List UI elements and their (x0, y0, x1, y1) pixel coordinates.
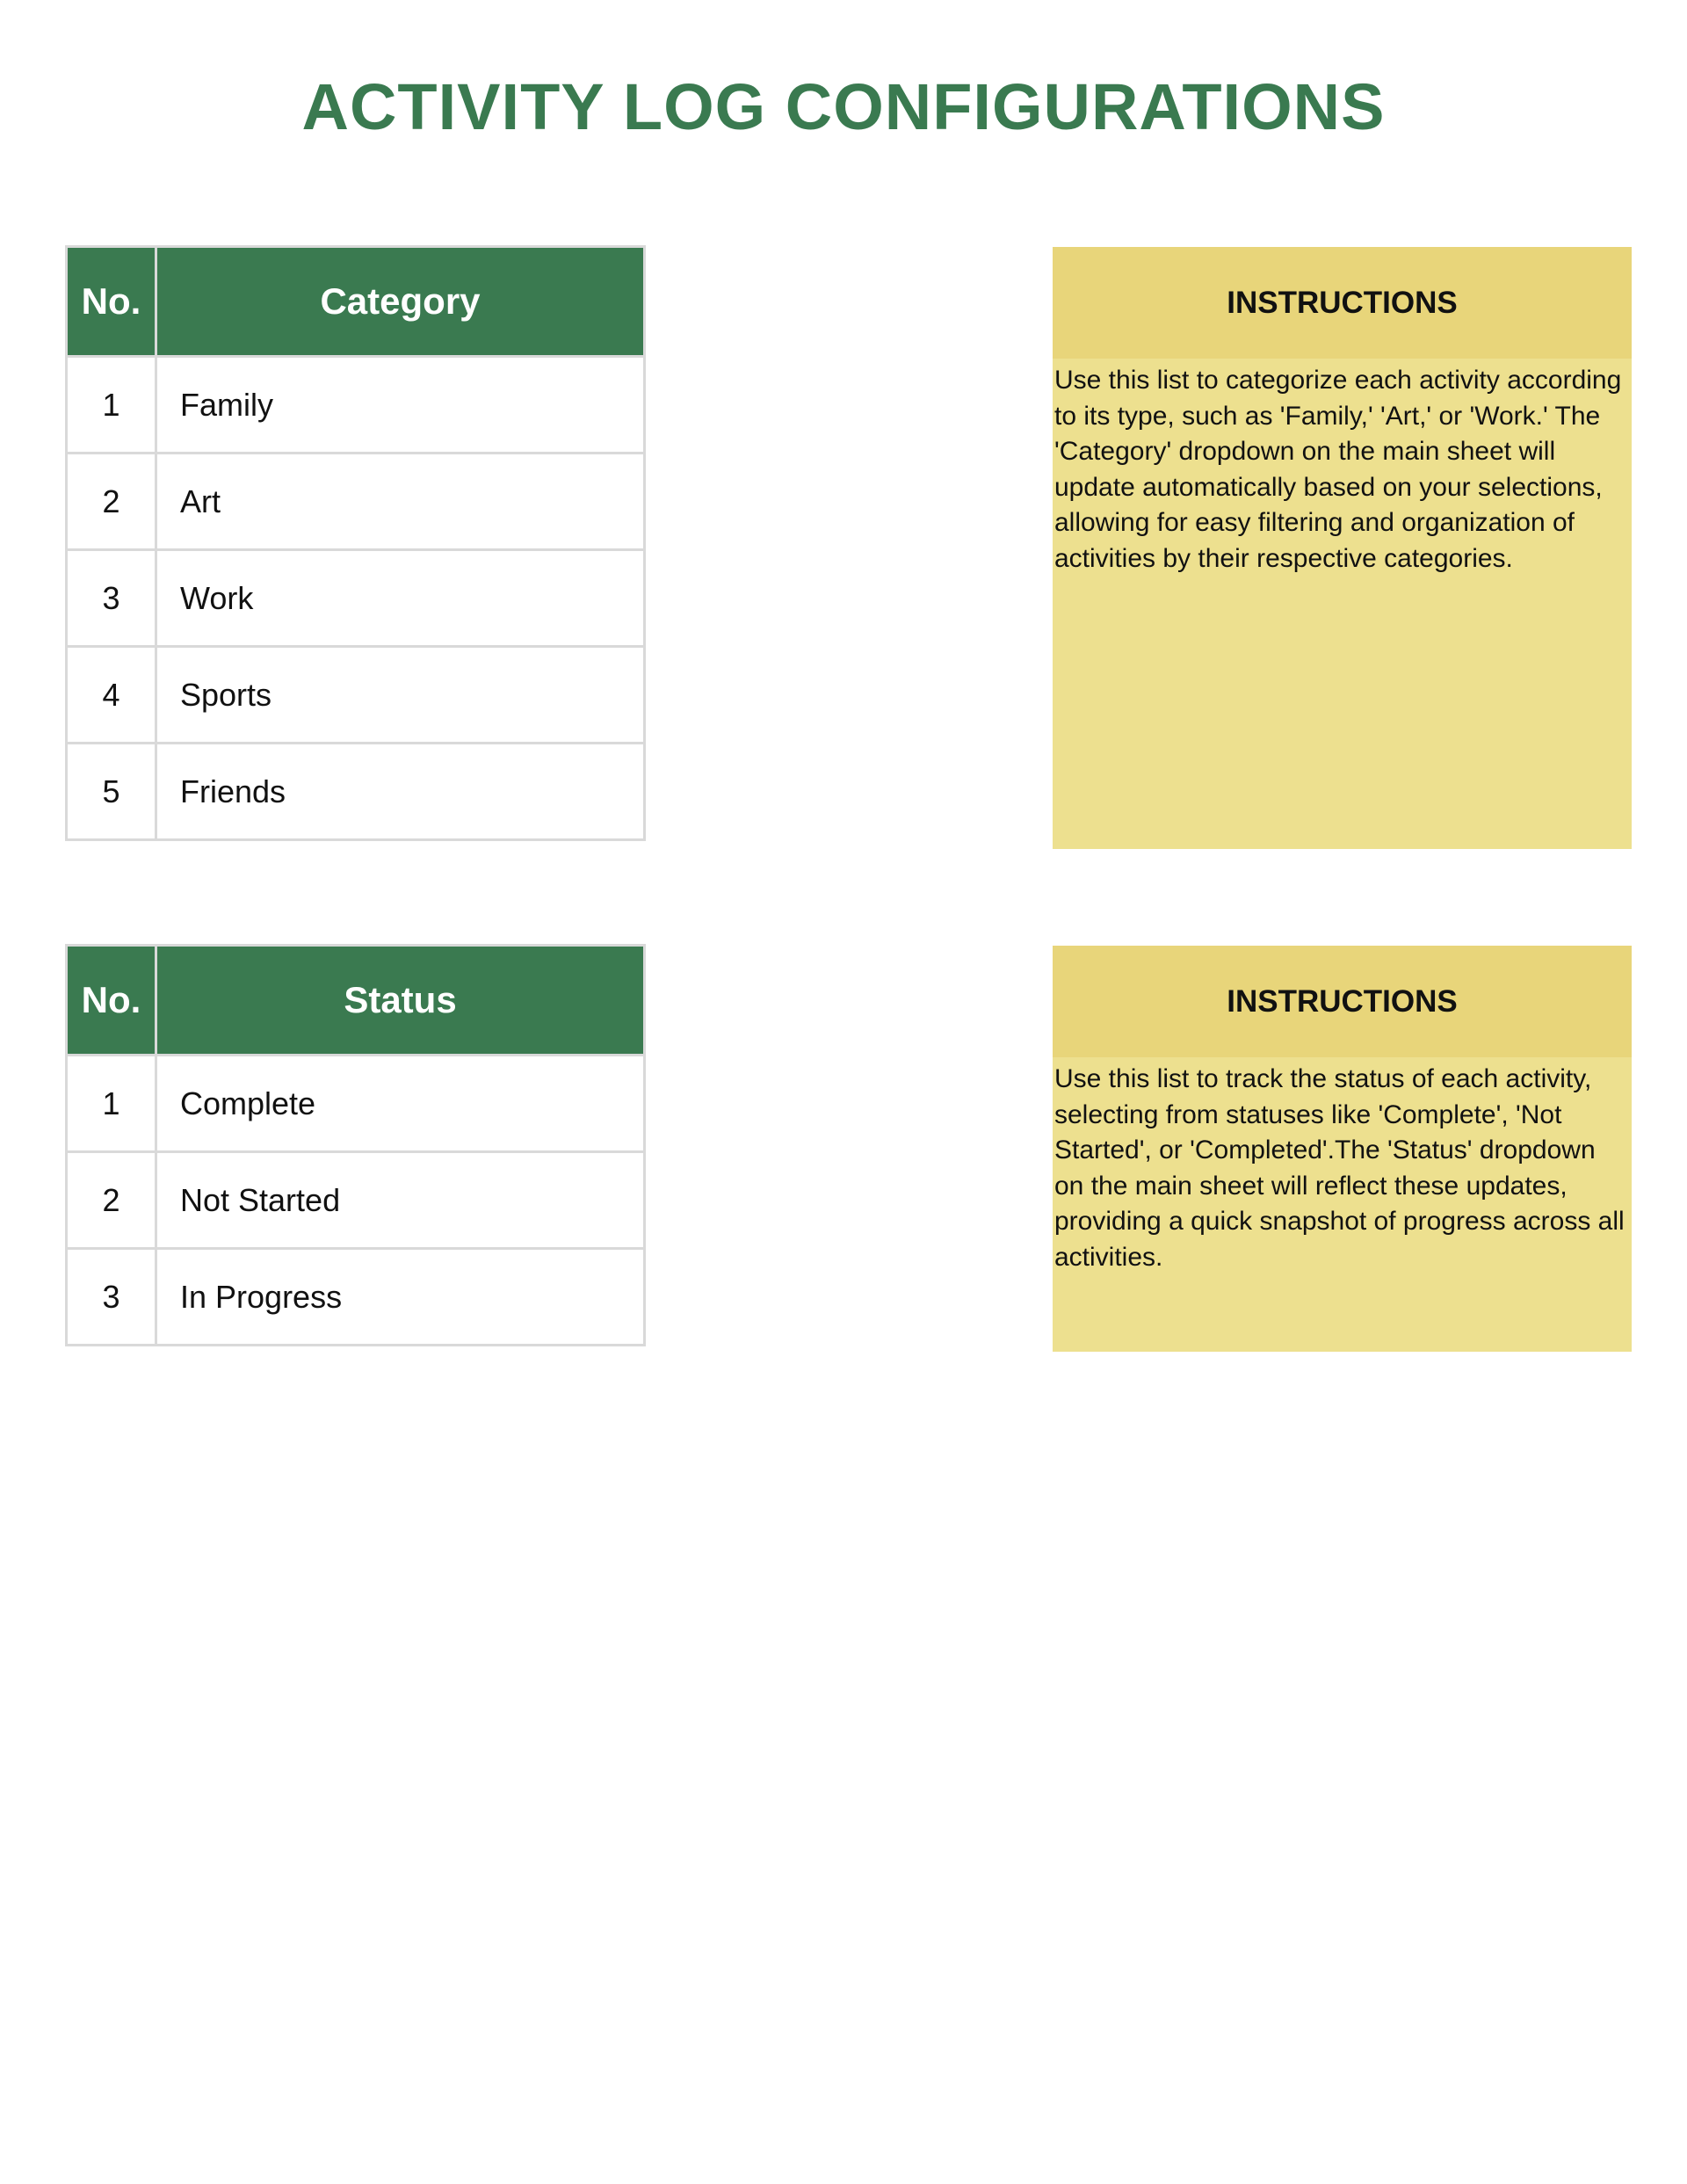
table-row (67, 453, 645, 550)
category-cell[interactable]: Friends (156, 744, 645, 840)
column-header-no: No. (67, 247, 156, 357)
category-cell[interactable]: Family (156, 357, 645, 453)
category-cell[interactable]: Work (156, 550, 645, 647)
category-table (65, 245, 646, 841)
status-table (65, 944, 646, 1346)
instructions-text: Use this list to track the status of each activity, selecting from statuses like 'Complete', 'Not Started', or 'Completed'.The 'Status' dropdown on the main sheet will reflect these updates, providing a quick snapshot of progress across all activities. (1054, 1064, 1625, 1272)
table-row (67, 1249, 645, 1346)
instructions-text: Use this list to categorize each activity according to its type, such as 'Family,' 'Art,' or 'Work.' The 'Category' dropdown on the main sheet will update automatically based on your selections, allowing for easy filtering and organization of activities by their respective categories. (1054, 366, 1622, 573)
row-number[interactable]: 3 (67, 550, 156, 647)
table-row (67, 1152, 645, 1249)
column-header-status: Status (156, 946, 645, 1056)
table-header-row (67, 946, 645, 1056)
category-instructions-panel (1053, 247, 1632, 849)
instructions-heading: INSTRUCTIONS (1053, 247, 1632, 359)
row-number[interactable]: 1 (67, 1056, 156, 1152)
row-number[interactable]: 3 (67, 1249, 156, 1346)
row-number[interactable]: 5 (67, 744, 156, 840)
table-row (67, 744, 645, 840)
table-row (67, 1056, 645, 1152)
category-cell[interactable]: Sports (156, 647, 645, 744)
table-row (67, 647, 645, 744)
row-number[interactable]: 2 (67, 1152, 156, 1249)
row-number[interactable]: 2 (67, 453, 156, 550)
table-header-row (67, 247, 645, 357)
category-cell[interactable]: Art (156, 453, 645, 550)
instructions-heading: INSTRUCTIONS (1053, 946, 1632, 1057)
row-number[interactable]: 1 (67, 357, 156, 453)
status-instructions-panel (1053, 946, 1632, 1352)
column-header-category: Category (156, 247, 645, 357)
status-cell[interactable]: Not Started (156, 1152, 645, 1249)
table-row (67, 550, 645, 647)
status-cell[interactable]: Complete (156, 1056, 645, 1152)
row-number[interactable]: 4 (67, 647, 156, 744)
page-title: ACTIVITY LOG CONFIGURATIONS (301, 70, 1386, 143)
table-row (67, 357, 645, 453)
column-header-no: No. (67, 946, 156, 1056)
status-cell[interactable]: In Progress (156, 1249, 645, 1346)
